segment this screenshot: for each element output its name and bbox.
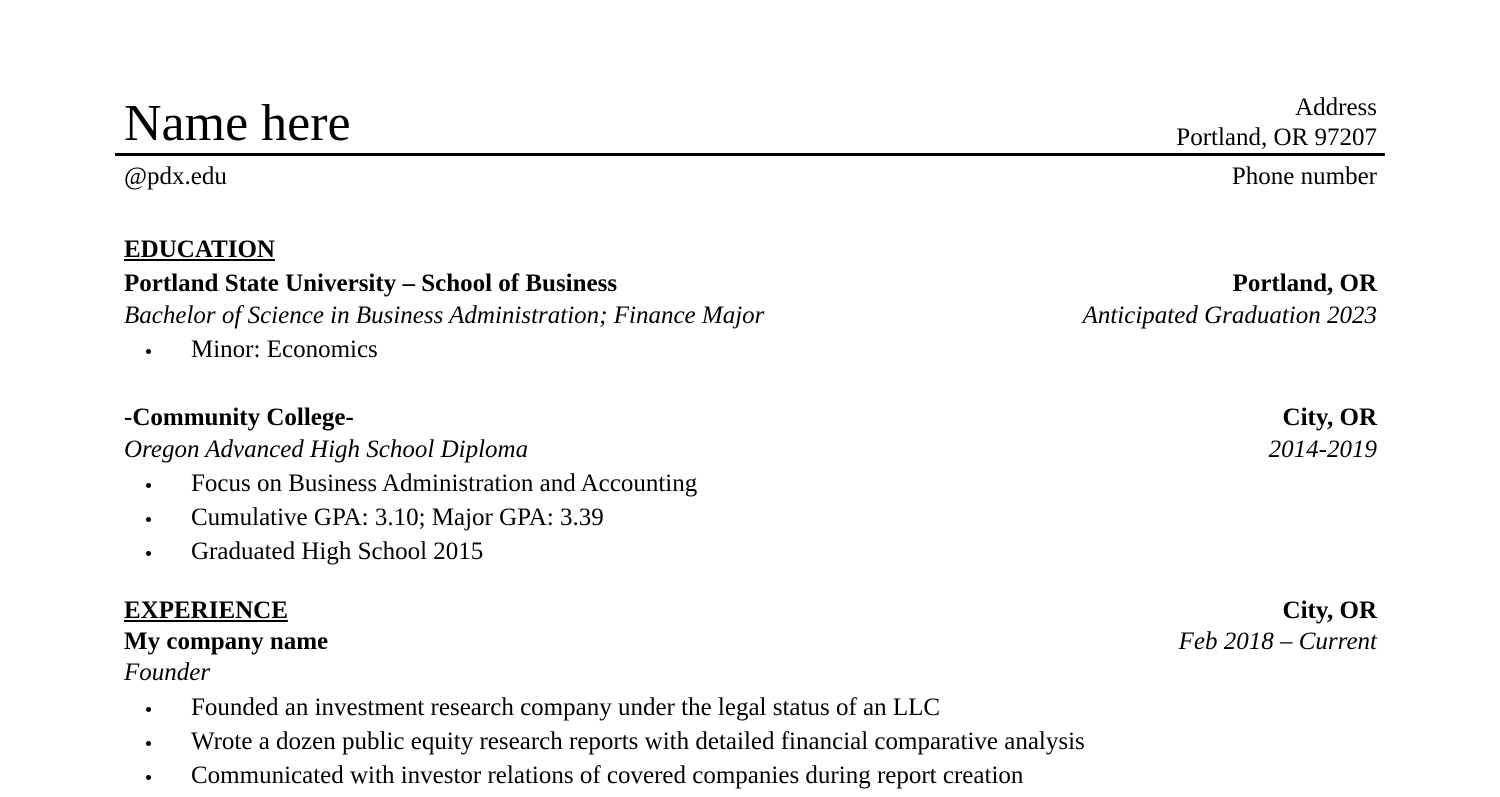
list-item: Focus on Business Administration and Accounting bbox=[124, 471, 697, 505]
address-line-1: Address bbox=[1295, 94, 1377, 121]
experience-title: Founder bbox=[124, 659, 211, 686]
education-date: 2014-2019 bbox=[1268, 436, 1377, 463]
experience-location: City, OR bbox=[1282, 597, 1377, 624]
resume-name: Name here bbox=[124, 95, 351, 152]
education-heading: EDUCATION bbox=[124, 236, 275, 263]
education-date: Anticipated Graduation 2023 bbox=[1082, 302, 1377, 329]
education-degree: Bachelor of Science in Business Administration; Finance Major bbox=[124, 302, 765, 329]
education-degree: Oregon Advanced High School Diploma bbox=[124, 436, 529, 463]
education-bullets bbox=[124, 471, 697, 573]
address-line-2: Portland, OR 97207 bbox=[1176, 124, 1377, 151]
list-item: Wrote a dozen public equity research reports with detailed financial comparative analysis bbox=[124, 729, 1085, 763]
list-item: Graduated High School 2015 bbox=[124, 539, 697, 573]
list-item: Founded an investment research company under the legal status of an LLC bbox=[124, 695, 1085, 729]
education-school: -Community College- bbox=[124, 404, 354, 431]
list-item: Communicated with investor relations of covered companies during report creation bbox=[124, 763, 1085, 797]
experience-bullets bbox=[124, 695, 1085, 797]
experience-company: My company name bbox=[124, 628, 329, 655]
experience-date: Feb 2018 – Current bbox=[1178, 628, 1377, 655]
list-item: Minor: Economics bbox=[124, 337, 378, 371]
header-rule bbox=[115, 153, 1385, 156]
resume-page bbox=[124, 0, 1377, 789]
education-school: Portland State University – School of Business bbox=[124, 270, 618, 297]
experience-heading: EXPERIENCE bbox=[124, 597, 288, 624]
education-bullets bbox=[124, 337, 378, 371]
email: @pdx.edu bbox=[124, 163, 227, 190]
list-item: Cumulative GPA: 3.10; Major GPA: 3.39 bbox=[124, 505, 697, 539]
education-location: Portland, OR bbox=[1232, 270, 1377, 297]
education-location: City, OR bbox=[1282, 404, 1377, 431]
phone-number: Phone number bbox=[1231, 163, 1377, 190]
